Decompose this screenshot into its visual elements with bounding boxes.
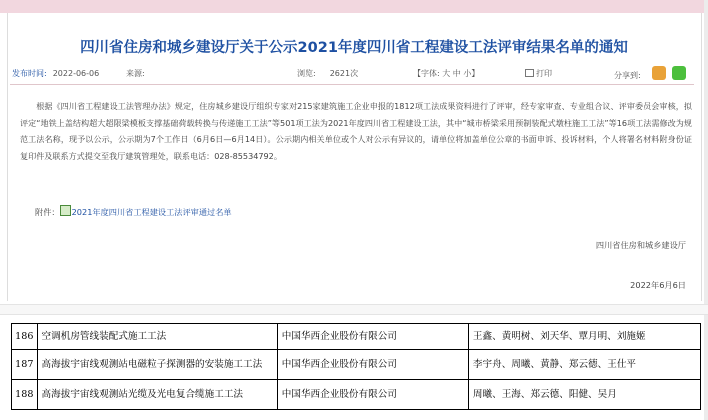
company-name: 中国华西企业股份有限公司 xyxy=(277,350,468,380)
attachment-label: 附件： xyxy=(35,207,60,217)
source-info xyxy=(126,68,145,79)
contributors: 周曦、王海、郑云德、阳健、吴月 xyxy=(468,380,700,410)
company-name: 中国华西企业股份有限公司 xyxy=(277,324,468,350)
font-size-selector[interactable]: 【字体: 大 中 小】 xyxy=(413,69,480,78)
views-label: 浏览: xyxy=(297,69,316,78)
share-label: 分享到: xyxy=(614,71,641,80)
weibo-share-icon[interactable] xyxy=(652,66,666,80)
publish-date: 2022-06-06 xyxy=(52,69,100,78)
print-label: 打印 xyxy=(536,69,552,78)
methods-table xyxy=(11,323,701,410)
attachment-link[interactable]: 2021年度四川省工程建设工法评审通过名单 xyxy=(71,207,232,217)
section-divider xyxy=(0,304,708,315)
meta-divider xyxy=(10,84,694,85)
article-title: 四川省住房和城乡建设厅关于公示2021年度四川省工程建设工法评审结果名单的通知 xyxy=(80,40,628,56)
row-number: 187 xyxy=(12,350,38,380)
table-row xyxy=(12,380,701,410)
printer-icon xyxy=(525,69,534,77)
table-row xyxy=(12,350,701,380)
signature: 四川省住房和城乡建设厅 xyxy=(595,240,686,250)
print-button[interactable] xyxy=(525,68,552,79)
publish-info xyxy=(12,68,99,79)
method-name: 高海拔宇宙线观测站电磁粒子探测器的安装施工工法 xyxy=(37,350,277,380)
views-info xyxy=(297,68,358,79)
method-name: 高海拔宇宙线观测站光缆及光电复合缆施工工法 xyxy=(37,380,277,410)
row-number: 188 xyxy=(12,380,38,410)
method-name: 空调机房管线装配式施工工法 xyxy=(37,324,277,350)
publish-label: 发布时间: xyxy=(12,69,47,78)
scrollbar-track[interactable] xyxy=(704,0,708,420)
contributors: 李宇舟、周曦、黄静、郑云德、王仕平 xyxy=(468,350,700,380)
row-number: 186 xyxy=(12,324,38,350)
article-date: 2022年6月6日 xyxy=(630,280,686,290)
table-row xyxy=(12,324,701,350)
contributors: 王鑫、黄明树、刘天华、覃月明、刘施姬 xyxy=(468,324,700,350)
company-name: 中国华西企业股份有限公司 xyxy=(277,380,468,410)
wechat-share-icon[interactable] xyxy=(672,66,686,80)
source-label: 来源: xyxy=(126,69,145,78)
views-count: 2621次 xyxy=(329,69,359,78)
article-body: 根据《四川省工程建设工法管理办法》规定，住房城乡建设厅组织专家对215家建筑施工企业申报的1812项工法成果资料进行了评审，经专家审查、专业组合议、评审委员会审核，拟评定“地铁上盖结构超大超限梁模板支撑基础荷载转换与传递施工工法”等501项工法为2021年度四川省工程建设工法，其中“城市桥梁采用预制装配式墩柱施工工法”等16项工法需修改为规范工法名称，现予以公示，公示期为7个工作日（6月6日—6月14日）。公示期内相关单位或个人对公示有异议的，请单位将加盖单位公章的书面申诉、投诉材料，个人将署名材料附身份证复印件及联系方式提交至我厅建筑管理处，联系电话：028-85534792。 xyxy=(20,101,692,161)
top-header-bar xyxy=(0,0,708,13)
attachment-row xyxy=(35,205,232,218)
excel-file-icon xyxy=(60,205,71,216)
